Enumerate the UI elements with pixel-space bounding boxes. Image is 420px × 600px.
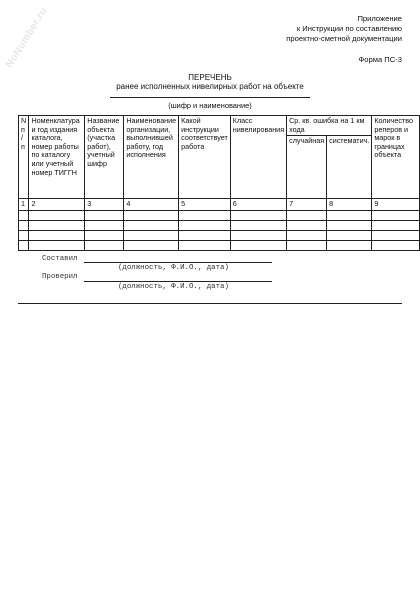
table-cell[interactable] bbox=[29, 230, 85, 240]
document-subtitle: ранее исполненных нивелирных работ на объекте bbox=[116, 82, 304, 91]
table-cell[interactable] bbox=[327, 220, 372, 230]
table-cell[interactable] bbox=[372, 240, 420, 250]
table-cell[interactable] bbox=[372, 220, 420, 230]
table-cell[interactable] bbox=[372, 230, 420, 240]
compiled-line bbox=[84, 262, 272, 263]
header-object: Название объекта (участка работ), учетный шифр bbox=[85, 116, 124, 199]
table-cell[interactable] bbox=[179, 220, 231, 230]
column-number: 7 bbox=[287, 199, 327, 211]
table-cell[interactable] bbox=[85, 230, 124, 240]
table-cell[interactable] bbox=[179, 210, 231, 220]
table-cell[interactable] bbox=[327, 240, 372, 250]
watermark: NoNumber.ru bbox=[4, 5, 50, 70]
table-cell[interactable] bbox=[29, 210, 85, 220]
column-number: 8 bbox=[327, 199, 372, 211]
table-cell[interactable] bbox=[19, 230, 29, 240]
cipher-caption: (шифр и наименование) bbox=[168, 101, 252, 110]
compiled-note: (должность, Ф.И.О., дата) bbox=[118, 264, 229, 272]
table-cell[interactable] bbox=[327, 230, 372, 240]
header-error: Ср. кв. ошибка на 1 км хода bbox=[287, 116, 372, 136]
column-number: 4 bbox=[124, 199, 179, 211]
table-cell[interactable] bbox=[85, 220, 124, 230]
header-class: Класс нивелирования bbox=[230, 116, 286, 199]
column-number: 9 bbox=[372, 199, 420, 211]
checked-note: (должность, Ф.И.О., дата) bbox=[118, 283, 229, 291]
works-table bbox=[18, 115, 420, 251]
table-cell[interactable] bbox=[19, 240, 29, 250]
table-cell[interactable] bbox=[19, 210, 29, 220]
form-code: Форма ПС-3 bbox=[358, 55, 402, 64]
checked-line bbox=[84, 281, 272, 282]
column-number: 2 bbox=[29, 199, 85, 211]
table-row bbox=[19, 220, 420, 230]
header-error-random: случайная bbox=[287, 136, 327, 199]
table-cell[interactable] bbox=[29, 240, 85, 250]
table-cell[interactable] bbox=[327, 210, 372, 220]
appendix-line-1: Приложение bbox=[357, 14, 402, 23]
column-number: 5 bbox=[179, 199, 231, 211]
appendix-block bbox=[286, 14, 402, 44]
header-n: N п / п bbox=[19, 116, 29, 199]
table-cell[interactable] bbox=[85, 210, 124, 220]
bottom-rule bbox=[18, 303, 402, 304]
table-cell[interactable] bbox=[85, 240, 124, 250]
table-cell[interactable] bbox=[230, 210, 286, 220]
table-cell[interactable] bbox=[287, 220, 327, 230]
table-cell[interactable] bbox=[19, 220, 29, 230]
table-cell[interactable] bbox=[124, 240, 179, 250]
table-cell[interactable] bbox=[29, 220, 85, 230]
table-row bbox=[19, 230, 420, 240]
table-cell[interactable] bbox=[287, 230, 327, 240]
column-numbers-row bbox=[19, 199, 420, 211]
document-title: ПЕРЕЧЕНЬ bbox=[188, 73, 232, 82]
column-number: 6 bbox=[230, 199, 286, 211]
table-cell[interactable] bbox=[372, 210, 420, 220]
table-cell[interactable] bbox=[124, 210, 179, 220]
appendix-line-3: проектно-сметной документации bbox=[286, 34, 402, 43]
cipher-line bbox=[110, 97, 310, 98]
checked-label: Проверил bbox=[42, 273, 78, 281]
header-nomenclature: Номенклатура и год издания каталога, номер работы по каталогу или учетный номер ТИГГН bbox=[29, 116, 85, 199]
table-cell[interactable] bbox=[179, 230, 231, 240]
header-organization: Наименование организации, выполнившей работу, год исполнения bbox=[124, 116, 179, 199]
table-row bbox=[19, 240, 420, 250]
table-cell[interactable] bbox=[287, 240, 327, 250]
column-number: 3 bbox=[85, 199, 124, 211]
header-error-systematic: систематич. bbox=[327, 136, 372, 199]
table-row bbox=[19, 210, 420, 220]
table-header-row bbox=[19, 116, 420, 136]
table-cell[interactable] bbox=[230, 240, 286, 250]
table-cell[interactable] bbox=[230, 220, 286, 230]
table-cell[interactable] bbox=[179, 240, 231, 250]
column-number: 1 bbox=[19, 199, 29, 211]
compiled-label: Составил bbox=[42, 255, 78, 263]
table-cell[interactable] bbox=[124, 220, 179, 230]
header-marks: Количество реперов и марок в границах объекта bbox=[372, 116, 420, 199]
table-cell[interactable] bbox=[124, 230, 179, 240]
header-instruction: Какой инструкции соответствует работа bbox=[179, 116, 231, 199]
table-cell[interactable] bbox=[230, 230, 286, 240]
appendix-line-2: к Инструкции по составлению bbox=[296, 24, 402, 33]
table-cell[interactable] bbox=[287, 210, 327, 220]
